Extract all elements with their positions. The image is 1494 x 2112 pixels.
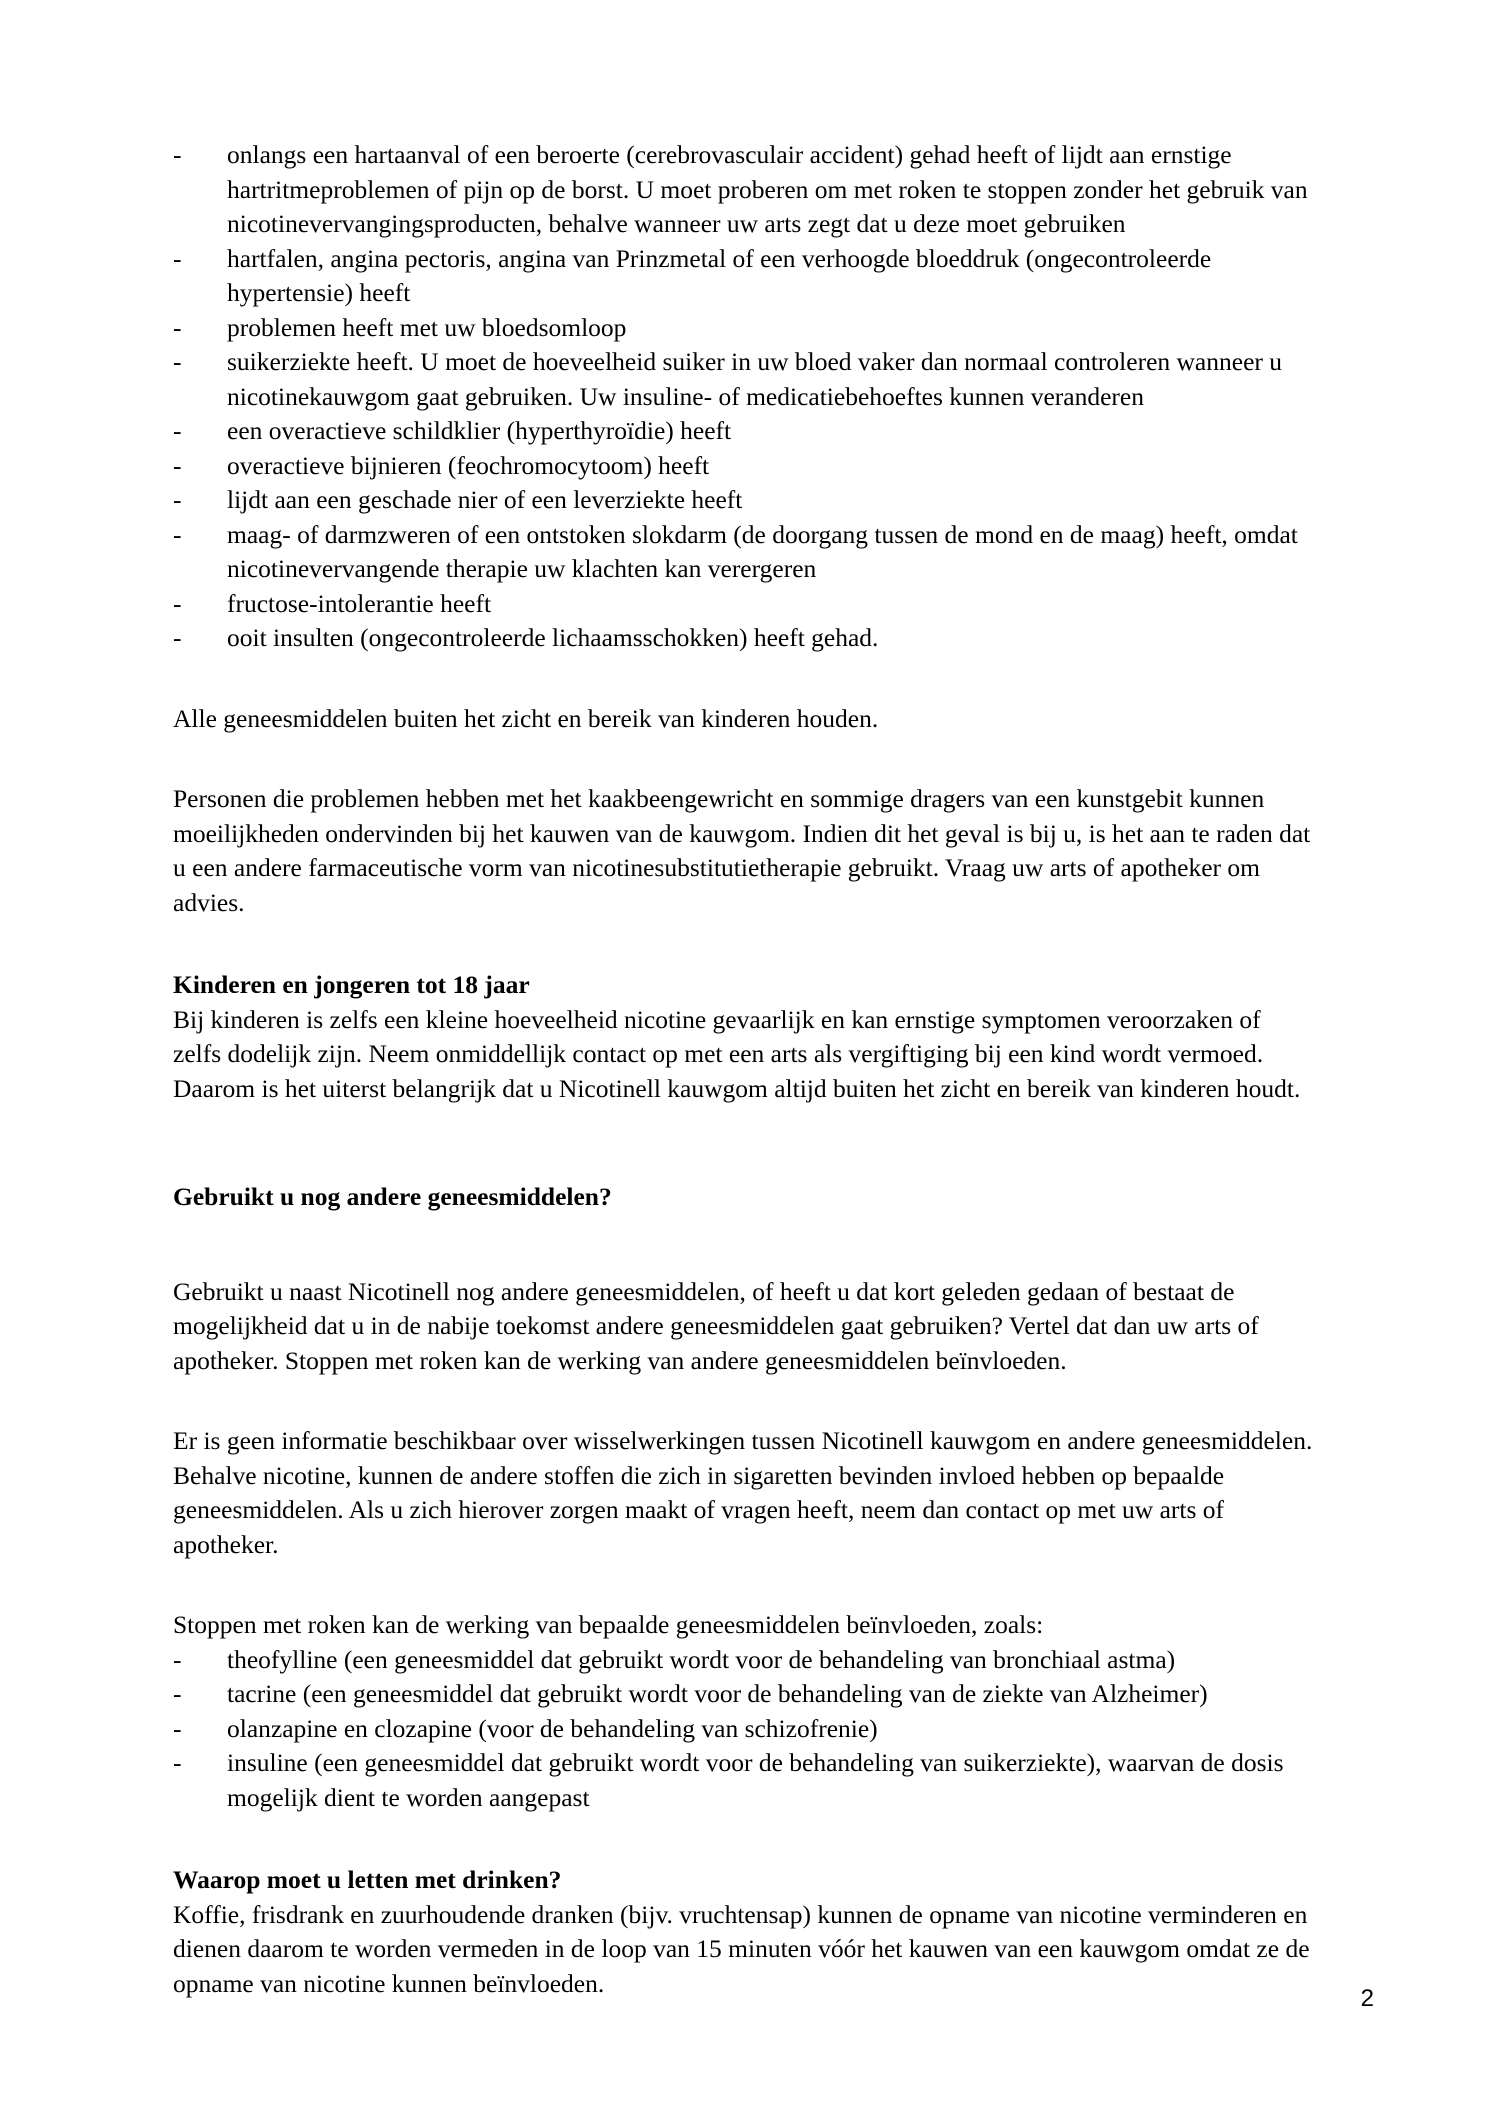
list-bullet-dash: - <box>173 243 182 273</box>
list-item-text: fructose-intolerantie heeft <box>227 588 492 618</box>
drinking-section-heading: Waarop moet u letten met drinken? <box>173 1865 562 1894</box>
list-item <box>173 1643 1313 1678</box>
list-item-text: overactieve bijnieren (feochromocytoom) heeft <box>227 450 710 480</box>
warning-conditions-list <box>173 138 1313 656</box>
list-item-text: lijdt aan een geschade nier of een leverziekte heeft <box>227 485 743 514</box>
list-bullet-dash: - <box>173 416 182 445</box>
list-item <box>173 483 1313 518</box>
list-bullet-dash: - <box>173 623 182 652</box>
list-item-text: problemen heeft met uw bloedsomloop <box>227 312 627 342</box>
children-section-paragraph: Bij kinderen is zelfs een kleine hoeveelheid nicotine gevaarlijk en kan ernstige symptomen veroorzaken of zelfs dodelijk zijn. Neem onmiddellijk contact op met een arts als vergiftiging bij een kind wordt vermoed. Daarom is het uiterst belangrijk dat u Nicotinell kauwgom altijd buiten het zicht en bereik van kinderen houdt. <box>173 1004 1301 1103</box>
list-item-text: ooit insulten (ongecontroleerde lichaamsschokken) heeft gehad. <box>227 623 879 652</box>
other-medicines-paragraph-3: Stoppen met roken kan de werking van bepaalde geneesmiddelen beïnvloeden, zoals: <box>173 1610 1044 1639</box>
list-item <box>173 138 1313 242</box>
other-medicines-heading: Gebruikt u nog andere geneesmiddelen? <box>173 1182 612 1211</box>
list-bullet-dash: - <box>173 1748 182 1777</box>
jaw-joint-note-paragraph: Personen die problemen hebben met het kaakbeengewricht en sommige dragers van een kunstgebit kunnen moeilijkheden ondervinden bij het kauwen van de kauwgom. Indien dit het geval is bij u, is het aan te raden dat u een andere farmaceutische vorm van nicotinesubstitutietherapie gebruikt. Vraag uw arts of apotheker om advies. <box>173 784 1311 917</box>
list-item-text: olanzapine en clozapine (voor de behandeling van schizofrenie) <box>227 1713 878 1743</box>
list-item-text: insuline (een geneesmiddel dat gebruikt wordt voor de behandeling van suikerziekte), waarvan de dosis mogelijk dient te worden aangepast <box>227 1748 1284 1812</box>
list-bullet-dash: - <box>173 347 182 376</box>
list-item-text: theofylline (een geneesmiddel dat gebruikt wordt voor de behandeling van bronchiaal astma) <box>227 1644 1176 1674</box>
page-number: 2 <box>1360 1985 1374 2012</box>
storage-note-paragraph: Alle geneesmiddelen buiten het zicht en bereik van kinderen houden. <box>173 703 879 733</box>
list-item <box>173 1746 1313 1815</box>
list-bullet-dash: - <box>173 1644 182 1674</box>
list-bullet-dash: - <box>173 485 182 514</box>
list-bullet-dash: - <box>173 450 182 480</box>
list-item-text: onlangs een hartaanval of een beroerte (cerebrovasculair accident) gehad heeft of lijdt aan ernstige hartritmeproblemen of pijn op de borst. U moet proberen om met roken te stoppen zonder het gebruik van nicotinevervangingsproducten, behalve wanneer uw arts zegt dat u deze moet gebruiken <box>227 140 1308 238</box>
list-bullet-dash: - <box>173 1713 182 1743</box>
list-item <box>173 518 1313 587</box>
list-item-text: een overactieve schildklier (hyperthyroïdie) heeft <box>227 416 732 445</box>
other-medicines-paragraph-2: Er is geen informatie beschikbaar over wisselwerkingen tussen Nicotinell kauwgom en andere geneesmiddelen. Behalve nicotine, kunnen de andere stoffen die zich in sigaretten bevinden invloed hebben op bepaalde geneesmiddelen. Als u zich hierover zorgen maakt of vragen heeft, neem dan contact op met uw arts of apotheker. <box>173 1426 1313 1559</box>
list-item-text: suikerziekte heeft. U moet de hoeveelheid suiker in uw bloed vaker dan normaal controleren wanneer u nicotinekauwgom gaat gebruiken. Uw insuline- of medicatiebehoeftes kunnen veranderen <box>227 347 1283 411</box>
page-content <box>173 138 1313 2001</box>
list-item <box>173 1712 1313 1747</box>
list-bullet-dash: - <box>173 1679 182 1708</box>
list-item <box>173 587 1313 622</box>
list-item-text: maag- of darmzweren of een ontstoken slokdarm (de doorgang tussen de mond en de maag) heeft, omdat nicotinevervangende therapie uw klachten kan verergeren <box>227 519 1298 583</box>
list-item <box>173 1677 1313 1712</box>
interacting-drugs-list <box>173 1643 1313 1816</box>
list-item-text: hartfalen, angina pectoris, angina van Prinzmetal of een verhoogde bloeddruk (ongecontroleerde hypertensie) heeft <box>227 243 1212 307</box>
list-item <box>173 345 1313 414</box>
drinking-section-paragraph: Koffie, frisdrank en zuurhoudende dranken (bijv. vruchtensap) kunnen de opname van nicotine verminderen en dienen daarom te worden vermeden in de loop van 15 minuten vóór het kauwen van een kauwgom omdat ze de opname van nicotine kunnen beïnvloeden. <box>173 1899 1310 1998</box>
list-item-text: tacrine (een geneesmiddel dat gebruikt wordt voor de behandeling van de ziekte van Alzheimer) <box>227 1679 1208 1708</box>
other-medicines-paragraph-1: Gebruikt u naast Nicotinell nog andere geneesmiddelen, of heeft u dat kort geleden gedaan of bestaat de mogelijkheid dat u in de nabije toekomst andere geneesmiddelen gaat gebruiken? Vertel dat dan uw arts of apotheker. Stoppen met roken kan de werking van andere geneesmiddelen beïnvloeden. <box>173 1276 1259 1375</box>
list-bullet-dash: - <box>173 312 182 342</box>
children-section-heading: Kinderen en jongeren tot 18 jaar <box>173 970 530 999</box>
list-item <box>173 242 1313 311</box>
list-item <box>173 449 1313 484</box>
list-item <box>173 311 1313 346</box>
list-item <box>173 621 1313 656</box>
list-item <box>173 414 1313 449</box>
list-bullet-dash: - <box>173 140 182 169</box>
list-bullet-dash: - <box>173 588 182 618</box>
list-bullet-dash: - <box>173 519 182 549</box>
